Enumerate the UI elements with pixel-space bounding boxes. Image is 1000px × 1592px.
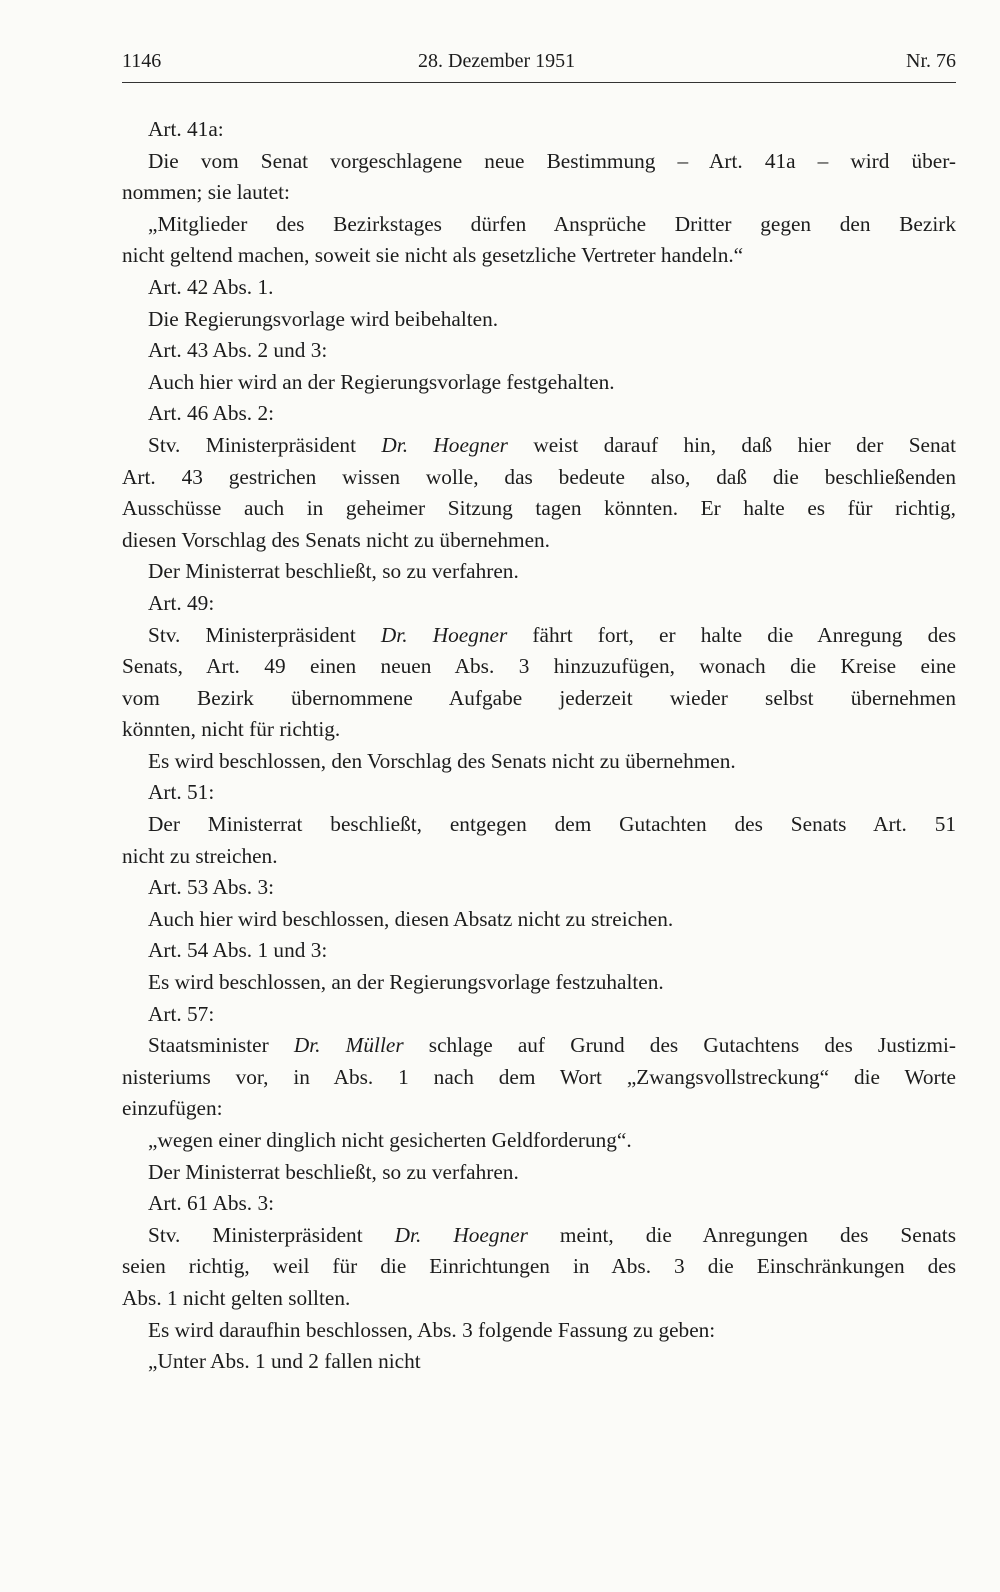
issue-number: Nr. 76 [906, 50, 956, 72]
text-line: seien richtig, weil für die Einrichtungen in Abs. 3 die Einschränkungen des [122, 1254, 956, 1279]
text-segment: fährt fort, er halte die Anregung des [507, 622, 956, 647]
text-line: Die Regierungsvorlage wird beibehalten. [148, 306, 499, 331]
text-line: Auch hier wird an der Regierungsvorlage festgehalten. [148, 369, 615, 394]
text-line: Abs. 1 nicht gelten sollten. [122, 1285, 351, 1310]
text-line: nicht zu streichen. [122, 843, 278, 868]
text-line: Art. 42 Abs. 1. [148, 274, 274, 299]
text-line: diesen Vorschlag des Senats nicht zu übernehmen. [122, 527, 551, 552]
text-line: nommen; sie lautet: [122, 180, 290, 205]
text-line: Art. 57: [148, 1001, 215, 1026]
text-line: Der Ministerrat beschließt, so zu verfahren. [148, 1159, 519, 1184]
text-line: Art. 41a: [148, 117, 224, 141]
text-line: Art. 46 Abs. 2: [148, 401, 275, 426]
text-line [122, 430, 956, 462]
text-line: einzufügen: [122, 1096, 223, 1121]
text-line: Der Ministerrat beschließt, entgegen dem Gutachten des Senats Art. 51 [148, 812, 956, 837]
text-segment: Staatsminister [148, 1033, 294, 1058]
text-line: „Unter Abs. 1 und 2 fallen nicht [148, 1349, 421, 1374]
text-line: Der Ministerrat beschließt, so zu verfahren. [148, 559, 519, 584]
text-line: Art. 43 gestrichen wissen wolle, das bedeute also, daß die beschließenden [122, 464, 956, 489]
text-segment: meint, die Anregungen des Senats [527, 1222, 956, 1247]
text-segment: Stv. Ministerpräsident [148, 1222, 395, 1247]
text-line: nisteriums vor, in Abs. 1 nach dem Wort „Zwangsvollstreckung“ die Worte [122, 1064, 956, 1089]
header-date: 28. Dezember 1951 [418, 50, 576, 72]
running-header [122, 48, 956, 83]
body-text [122, 114, 956, 1378]
text-line: Art. 51: [148, 780, 215, 805]
person-name: Dr. Hoegner [381, 432, 508, 457]
text-line: Auch hier wird beschlossen, diesen Absatz nicht zu streichen. [148, 906, 674, 931]
person-name: Dr. Hoegner [380, 622, 508, 647]
text-line: Art. 43 Abs. 2 und 3: [148, 338, 328, 363]
text-line [122, 1030, 956, 1062]
text-line: Art. 61 Abs. 3: [148, 1191, 275, 1216]
text-segment: Stv. Ministerpräsident [148, 622, 381, 647]
text-line: Es wird beschlossen, den Vorschlag des Senats nicht zu übernehmen. [148, 748, 736, 773]
text-line: Es wird beschlossen, an der Regierungsvorlage festzuhalten. [148, 970, 664, 995]
text-line: Es wird daraufhin beschlossen, Abs. 3 folgende Fassung zu geben: [148, 1317, 716, 1342]
text-line: vom Bezirk übernommene Aufgabe jederzeit wieder selbst übernehmen [122, 685, 956, 710]
person-name: Dr. Müller [293, 1033, 404, 1058]
text-line: könnten, nicht für richtig. [122, 717, 341, 742]
text-line: „Mitglieder des Bezirkstages dürfen Ansprüche Dritter gegen den Bezirk [148, 211, 956, 236]
person-name: Dr. Hoegner [394, 1222, 528, 1247]
text-line: Art. 54 Abs. 1 und 3: [148, 938, 328, 963]
text-line: Art. 49: [148, 590, 215, 615]
text-line: „wegen einer dinglich nicht gesicherten Geldforderung“. [148, 1128, 632, 1152]
text-line: Die vom Senat vorgeschlagene neue Bestimmung – Art. 41a – wird über- [148, 148, 956, 173]
text-line: Senats, Art. 49 einen neuen Abs. 3 hinzuzufügen, wonach die Kreise eine [122, 654, 956, 679]
text-segment: weist darauf hin, daß hier der Senat [507, 432, 957, 457]
text-line [122, 1220, 956, 1252]
page-number: 1146 [122, 50, 162, 72]
text-line: Ausschüsse auch in geheimer Sitzung tagen könnten. Er halte es für richtig, [122, 496, 956, 521]
text-line [122, 620, 956, 652]
text-line: Art. 53 Abs. 3: [148, 875, 275, 900]
text-segment: Stv. Ministerpräsident [148, 432, 382, 457]
text-segment: schlage auf Grund des Gutachtens des Justizmi- [403, 1033, 956, 1058]
text-line: nicht geltend machen, soweit sie nicht als gesetzliche Vertreter handeln.“ [122, 243, 744, 268]
